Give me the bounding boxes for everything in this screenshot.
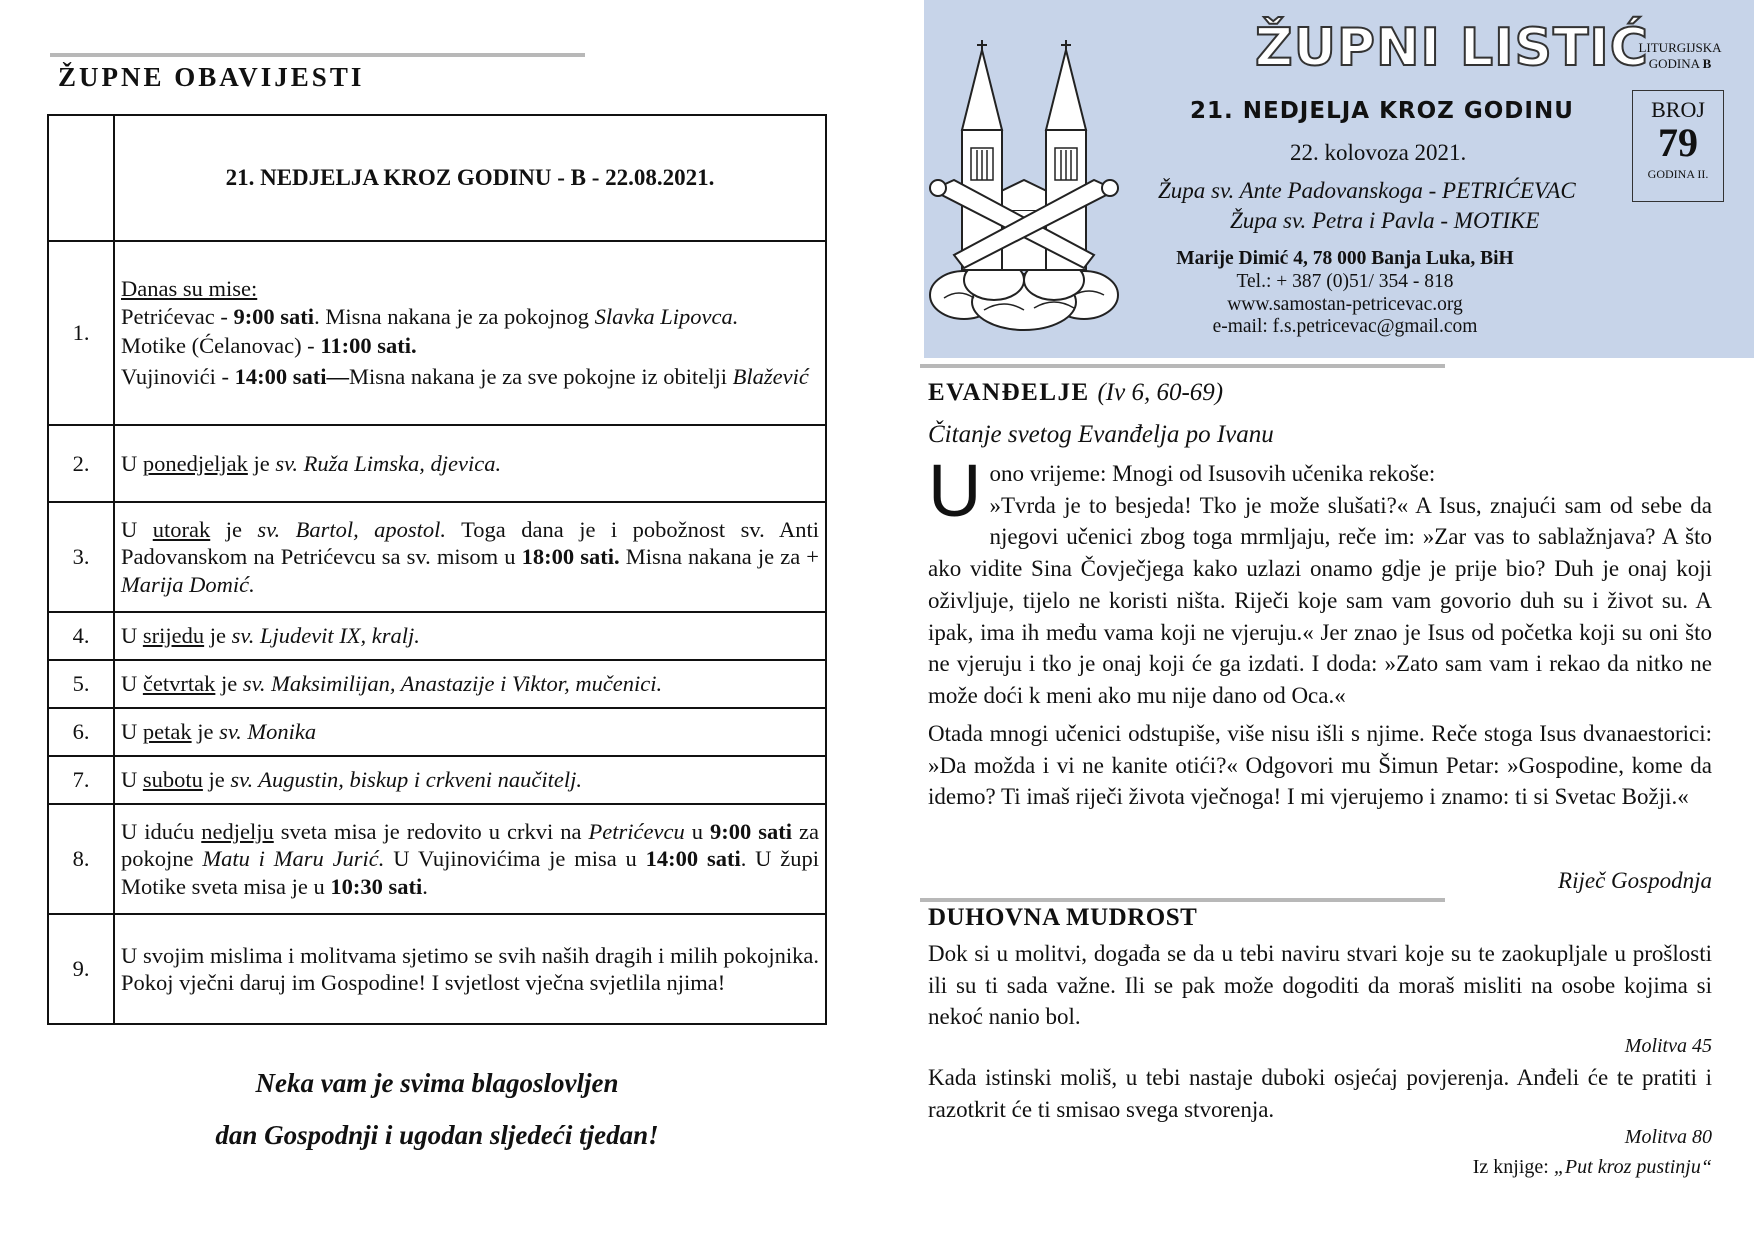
row-number: 9. bbox=[48, 914, 114, 1024]
church-logo-icon bbox=[924, 40, 1124, 340]
row-text: U četvrtak je sv. Maksimilijan, Anastazije i Viktor, mučenici. bbox=[114, 660, 826, 708]
row-text: U srijedu je sv. Ljudevit IX, kralj. bbox=[114, 612, 826, 660]
row-number: 4. bbox=[48, 612, 114, 660]
row-text: U utorak je sv. Bartol, apostol. Toga dana je i pobožnost sv. Anti Padovanskom na Petrićevcu sa sv. misom u 18:00 sati. Misna nakana je za + Marija Domić. bbox=[114, 502, 826, 612]
gospel-text bbox=[928, 449, 1712, 813]
contact-info bbox=[1160, 248, 1530, 339]
parish-petricevac: Župa sv. Ante Padovanskoga - PETRIĆEVAC bbox=[1158, 178, 1576, 203]
drop-cap: U bbox=[928, 449, 982, 532]
address: Marije Dimić 4, 78 000 Banja Luka, BiH bbox=[1176, 248, 1514, 269]
wisdom-paragraph-2: Kada istinski moliš, u tebi nastaje duboki osjećaj povjerenja. Anđeli će te pratiti i razotkrit će ti smisao svega stvorenja. bbox=[928, 1065, 1712, 1122]
left-top-rule bbox=[50, 53, 585, 57]
row-number: 1. bbox=[48, 241, 114, 425]
notices-heading: ŽUPNE OBAVIJESTI bbox=[58, 62, 365, 92]
row-text: U subotu je sv. Augustin, biskup i crkveni naučitelj. bbox=[114, 756, 826, 804]
table-row bbox=[48, 502, 826, 612]
table-row bbox=[48, 914, 826, 1024]
table-row bbox=[48, 241, 826, 425]
table-title: 21. NEDJELJA KROZ GODINU - B - 22.08.2021. bbox=[114, 115, 826, 241]
table-row bbox=[48, 804, 826, 914]
wisdom-rule bbox=[920, 898, 1445, 902]
wisdom-ref-1: Molitva 45 bbox=[1624, 1035, 1712, 1057]
sunday-title: 21. NEDJELJA KROZ GODINU bbox=[1190, 98, 1574, 124]
issue-number: 79 bbox=[1658, 120, 1698, 165]
gospel-rule bbox=[920, 364, 1445, 368]
closing-line-1: Neka vam je svima blagoslovljen bbox=[255, 1068, 619, 1098]
table-row bbox=[48, 612, 826, 660]
row-number: 5. bbox=[48, 660, 114, 708]
gospel-paragraph-1: Uono vrijeme: Mnogi od Isusovih učenika rekoše: »Tvrda je to besjeda! Tko je može slušati?« A Isus, znajući sam od sebe da njegovi učenici zbog toga mrmljaju, reče im: »Zar vas to sablažnjava? A što ako vidite Sina Čovječjega kako uzlazi onamo gdje je prije bio? Duh je onaj koji oživljuje, tijelo ne koristi ništa. Riječi koje sam vam govorio duh su i život su. A ipak, ima ih među vama koji ne vjeruju.« Jer znao je Isus od početka koji su oni što ne vjeruju i tko je onaj koji će ga izdati. I doda: »Zato sam vam i rekao da nitko ne može doći k meni ako mu nije dano od Oca.« bbox=[928, 449, 1712, 709]
gospel-closing: Riječ Gospodnja bbox=[1558, 868, 1712, 893]
table-header-row bbox=[48, 115, 826, 241]
gospel-heading: EVANĐELJE (Iv 6, 60-69) bbox=[928, 379, 1224, 406]
newsletter-title: ŽUPNI LISTIĆ bbox=[1255, 18, 1649, 78]
email: e-mail: f.s.petricevac@gmail.com bbox=[1212, 316, 1478, 338]
gospel-subtitle: Čitanje svetog Evanđelja po Ivanu bbox=[928, 421, 1274, 448]
issue-year: GODINA II. bbox=[1647, 167, 1709, 181]
table-row bbox=[48, 425, 826, 502]
website: www.samostan-petricevac.org bbox=[1227, 293, 1463, 315]
row-number: 3. bbox=[48, 502, 114, 612]
row-number: 8. bbox=[48, 804, 114, 914]
table-row bbox=[48, 756, 826, 804]
issue-number-box bbox=[1632, 90, 1724, 202]
table-row bbox=[48, 660, 826, 708]
row-text: U svojim mislima i molitvama sjetimo se svih naših dragih i milih pokojnika. Pokoj vječni daruj im Gospodine! I svjetlost vječna svjetlila njima! bbox=[114, 914, 826, 1024]
liturgical-year: LITURGIJSKA GODINA B bbox=[1638, 40, 1722, 72]
wisdom-paragraph-1: Dok si u molitvi, događa se da u tebi naviru stvari koje su te zaokupljale u prošlosti ili su ti sada važne. Ili se pak može dogoditi da moraš misliti na osobe kojima si nekoć nanio bol. bbox=[928, 941, 1712, 1030]
notices-table bbox=[47, 114, 827, 1025]
issue-label: BROJ bbox=[1651, 97, 1705, 122]
wisdom-heading: DUHOVNA MUDROST bbox=[928, 904, 1198, 931]
wisdom-source: Iz knjige: „Put kroz pustinju“ bbox=[1472, 1156, 1712, 1178]
row-text: U petak je sv. Monika bbox=[114, 708, 826, 756]
phone: Tel.: + 387 (0)51/ 354 - 818 bbox=[1236, 270, 1454, 292]
closing-line-2: dan Gospodnji i ugodan sljedeći tjedan! bbox=[215, 1120, 659, 1150]
row-text: U ponedjeljak je sv. Ruža Limska, djevica. bbox=[114, 425, 826, 502]
row-number: 6. bbox=[48, 708, 114, 756]
row-text: U iduću nedjelju sveta misa je redovito u crkvi na Petrićevcu u 9:00 sati za pokojne Matu i Maru Jurić. U Vujinovićima je misa u 14:00 sati. U župi Motike sveta misa je u 10:30 sati. bbox=[114, 804, 826, 914]
issue-date: 22. kolovoza 2021. bbox=[1290, 140, 1467, 165]
row-number: 7. bbox=[48, 756, 114, 804]
row-number: 2. bbox=[48, 425, 114, 502]
row-text: Danas su mise: Petrićevac - 9:00 sati. Misna nakana je za pokojnog Slavka Lipovca. Motike (Ćelanovac) - 11:00 sati. Vujinovići - 14:00 sati—Misna nakana je za sve pokojne iz obitelji Blažević bbox=[114, 241, 826, 425]
table-header-num-cell bbox=[48, 115, 114, 241]
wisdom-ref-2: Molitva 80 bbox=[1624, 1126, 1712, 1148]
parish-motike: Župa sv. Petra i Pavla - MOTIKE bbox=[1230, 208, 1540, 233]
table-row bbox=[48, 708, 826, 756]
gospel-paragraph-2: Otada mnogi učenici odstupiše, više nisu išli s njime. Reče stoga Isus dvanaestorici: »Da možda i vi ne kanite otići?« Odgovori mu Šimun Petar: »Gospodine, kome da idemo? Ti imaš riječi života vječnoga! I mi vjerujemo i znamo: ti si Svetac Božji.« bbox=[928, 720, 1712, 810]
